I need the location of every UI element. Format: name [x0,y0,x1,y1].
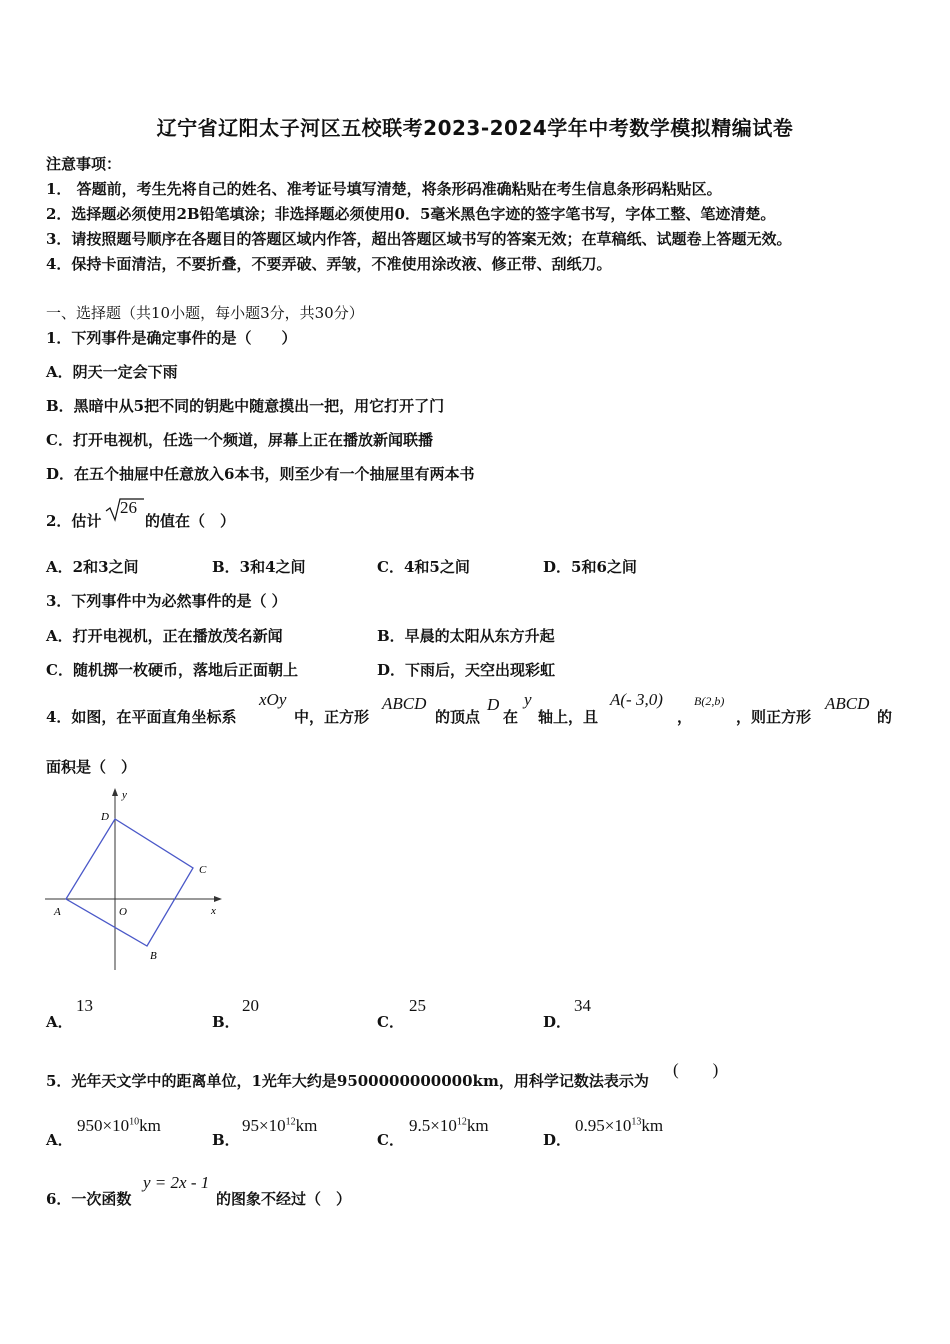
q5-option-b-label: B． [212,1131,240,1149]
section-heading: 一、选择题（共10小题，每小题3分，共30分） [46,304,364,322]
q5-option-d-label: D． [543,1131,572,1149]
notice-item-4: 4．保持卡面清洁，不要折叠，不要弄破、弄皱，不准使用涂改液、修正带、刮纸刀。 [46,255,612,273]
q2-stem-post: 的值在（ ） [145,512,236,530]
q5-option-c-value: $9.5\times 10^{12}km$ [409,1116,489,1135]
fig-label-x: x [211,905,216,917]
q4-d: D [487,695,500,714]
q4-abcd: ABCD [382,694,427,713]
q2-option-a: A．2和3之间 [46,558,139,576]
square-abcd [66,819,193,946]
q6-stem-post: 的图象不经过（ ） [216,1190,352,1208]
q4-y: y [524,690,532,709]
q5-option-d-value: $0.95\times 10^{13}km$ [575,1116,664,1135]
q4-text-1: 4．如图，在平面直角坐标系 [46,708,237,726]
q4-text-3: 的顶点 [435,708,481,726]
x-axis-arrow [214,896,222,902]
q3-option-d: D．下雨后，天空出现彩虹 [377,661,556,679]
q4-text-5: 轴上，且 [538,708,599,726]
q4-stem-line-2: 面积是（ ） [46,758,137,776]
page-title: 辽宁省辽阳太子河区五校联考2023-2024学年中考数学模拟精编试卷 [156,116,794,140]
q2-option-b: B．3和4之间 [212,558,306,576]
q4-abcd-2: ABCD [825,694,870,713]
notice-heading: 注意事项： [46,155,122,173]
fig-label-a: A [54,906,61,918]
q2-option-d: D．5和6之间 [543,558,637,576]
q4-option-a-value: 13 [76,996,93,1015]
q2-stem-pre: 2．估计 [46,512,102,530]
q2-radicand: 26 [120,498,137,517]
q4-option-a-label: A． [46,1013,73,1031]
q4-point-b: B(2,b) [694,694,725,708]
fig-label-b: B [150,950,157,962]
q3-stem: 3．下列事件中为必然事件的是（ ） [46,592,287,610]
fig-label-d: D [101,811,109,823]
q1-option-c: C．打开电视机，任选一个频道，屏幕上正在播放新闻联播 [46,431,433,449]
q1-option-b: B．黑暗中从5把不同的钥匙中随意摸出一把，用它打开了门 [46,397,445,415]
notice-item-2: 2．选择题必须使用2B铅笔填涂；非选择题必须使用0．5毫米黑色字迹的签字笔书写，字体工整、笔迹清楚。 [46,205,776,223]
q1-option-a: A．阴天一定会下雨 [46,363,178,381]
q4-text-7: 的 [877,708,893,726]
notice-item-1: 1． 答题前，考生先将自己的姓名、准考证号填写清楚，将条形码准确粘贴在考生信息条形码粘贴区。 [46,180,722,198]
q2-option-c: C．4和5之间 [377,558,470,576]
q4-comma: ， [677,708,693,726]
q1-option-d: D．在五个抽屉中任意放入6本书，则至少有一个抽屉里有两本书 [46,465,475,483]
q5-stem: 5．光年天文学中的距离单位，1光年大约是9500000000000km，用科学记数法表示为 [46,1072,649,1090]
q4-point-a: A(- 3,0) [610,690,663,709]
fig-label-c: C [199,864,207,876]
q5-option-b-value: $95\times 10^{12}km$ [242,1116,318,1135]
q4-option-d-value: 34 [574,996,591,1015]
q3-option-a: A．打开电视机，正在播放茂名新闻 [46,627,283,645]
q4-text-4: 在 [503,708,519,726]
q4-option-c-value: 25 [409,996,426,1015]
q4-option-d-label: D． [543,1013,572,1031]
q3-option-b: B．早晨的太阳从东方升起 [377,627,555,645]
q5-paren: ( ) [673,1060,719,1079]
q1-stem: 1．下列事件是确定事件的是（ ） [46,329,297,347]
q4-text-2: 中，正方形 [294,708,370,726]
q4-option-b-value: 20 [242,996,259,1015]
q3-option-c: C．随机掷一枚硬币，落地后正面朝上 [46,661,298,679]
q5-option-c-label: C． [377,1131,404,1149]
q4-figure [42,780,232,975]
q4-text-6: ，则正方形 [736,708,812,726]
q5-option-a-label: A． [46,1131,73,1149]
y-axis-arrow [112,788,118,796]
notice-item-3: 3．请按照题号顺序在各题目的答题区域内作答，超出答题区域书写的答案无效；在草稿纸、试题卷上答题无效。 [46,230,792,248]
q4-option-c-label: C． [377,1013,404,1031]
q4-option-b-label: B． [212,1013,240,1031]
q6-stem-pre: 6．一次函数 [46,1190,132,1208]
q5-option-a-value: $950\times 10^{10}km$ [77,1116,161,1135]
q6-formula: y = 2x - 1 [143,1173,210,1192]
q4-xoy: xOy [259,690,287,709]
fig-label-o: O [119,906,127,918]
fig-label-y: y [122,789,127,801]
